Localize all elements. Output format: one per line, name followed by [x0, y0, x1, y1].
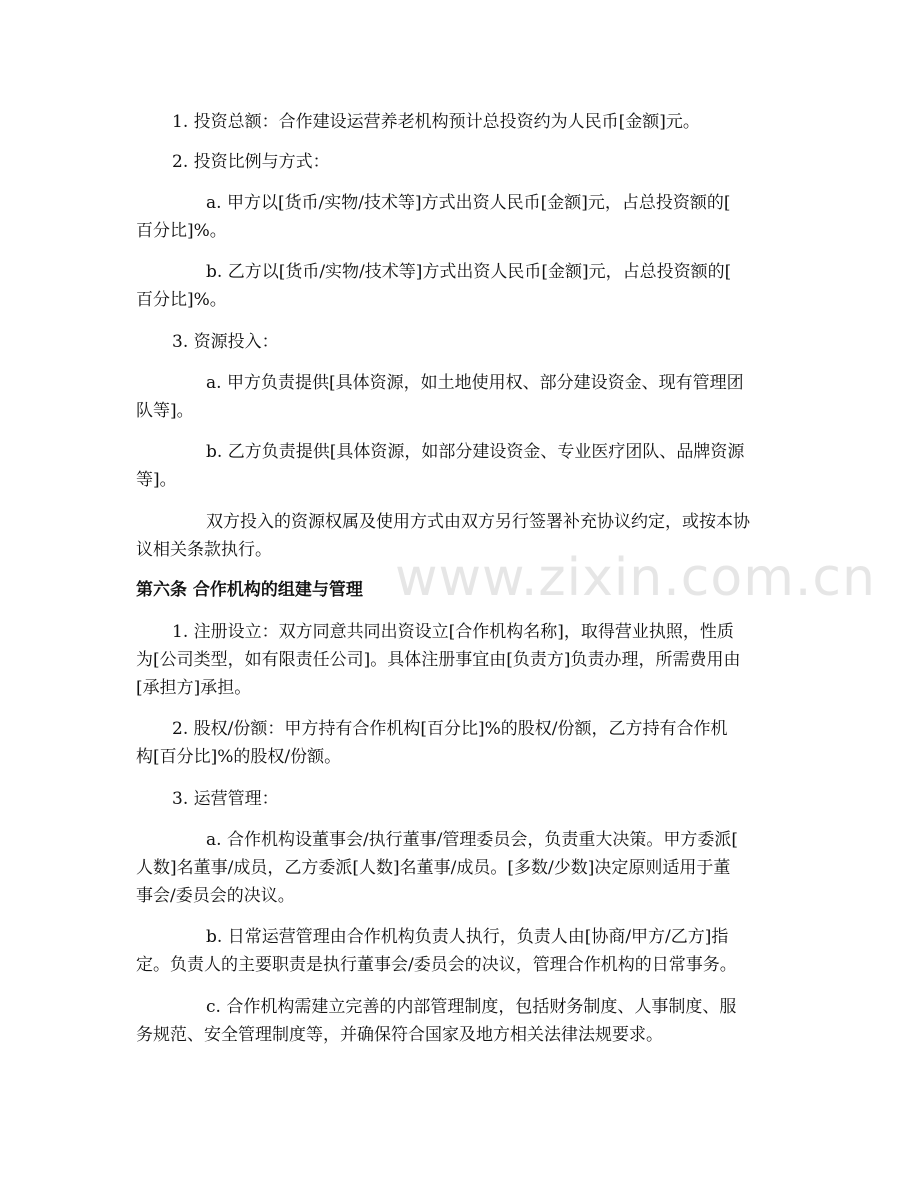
- paragraph-line: 构[百分比]%的股权/份额。: [136, 747, 342, 767]
- paragraph-line: 2. 股权/份额：甲方持有合作机构[百分比]%的股权/份额，乙方持有合作机: [172, 719, 728, 739]
- paragraph-line: 百分比]%。: [136, 290, 227, 310]
- paragraph-line: b. 乙方负责提供[具体资源，如部分建设资金、专业医疗团队、品牌资源: [206, 442, 745, 462]
- paragraph-line: a. 甲方负责提供[具体资源，如土地使用权、部分建设资金、现有管理团: [206, 373, 744, 393]
- paragraph-line: 2. 投资比例与方式：: [172, 152, 330, 172]
- watermark: www.zixin.com.cn: [395, 548, 876, 608]
- paragraph-line: b. 日常运营管理由合作机构负责人执行，负责人由[协商/甲方/乙方]指: [206, 927, 729, 947]
- paragraph-line: [承担方]承担。: [136, 678, 252, 698]
- paragraph-line: a. 甲方以[货币/实物/技术等]方式出资人民币[金额]元，占总投资额的[: [206, 193, 731, 213]
- paragraph-line: 务规范、安全管理制度等，并确保符合国家及地方相关法律法规要求。: [136, 1025, 663, 1045]
- paragraph-line: 3. 运营管理：: [172, 789, 279, 809]
- paragraph-line: 百分比]%。: [136, 221, 227, 241]
- section-heading: 第六条 合作机构的组建与管理: [136, 580, 363, 600]
- paragraph-line: 1. 投资总额：合作建设运营养老机构预计总投资约为人民币[金额]元。: [172, 112, 700, 132]
- paragraph-line: 1. 注册设立：双方同意共同出资设立[合作机构名称]，取得营业执照，性质: [172, 622, 734, 642]
- paragraph-line: 事会/委员会的决议。: [136, 886, 295, 906]
- paragraph-line: a. 合作机构设董事会/执行董事/管理委员会，负责重大决策。甲方委派[: [206, 830, 739, 850]
- paragraph-line: 议相关条款执行。: [136, 540, 272, 560]
- paragraph-line: 人数]名董事/成员，乙方委派[人数]名董事/成员。[多数/少数]决定原则适用于董: [136, 858, 731, 878]
- paragraph-line: 双方投入的资源权属及使用方式由双方另行签署补充协议约定，或按本协: [206, 512, 750, 532]
- paragraph-line: 为[公司类型，如有限责任公司]。具体注册事宜由[负责方]负责办理，所需费用由: [136, 650, 741, 670]
- paragraph-line: c. 合作机构需建立完善的内部管理制度，包括财务制度、人事制度、服: [206, 997, 737, 1017]
- paragraph-line: 队等]。: [136, 401, 194, 421]
- paragraph-line: 3. 资源投入：: [172, 332, 279, 352]
- paragraph-line: 等]。: [136, 470, 177, 490]
- paragraph-line: 定。负责人的主要职责是执行董事会/委员会的决议，管理合作机构的日常事务。: [136, 955, 737, 975]
- paragraph-line: b. 乙方以[货币/实物/技术等]方式出资人民币[金额]元，占总投资额的[: [206, 262, 732, 282]
